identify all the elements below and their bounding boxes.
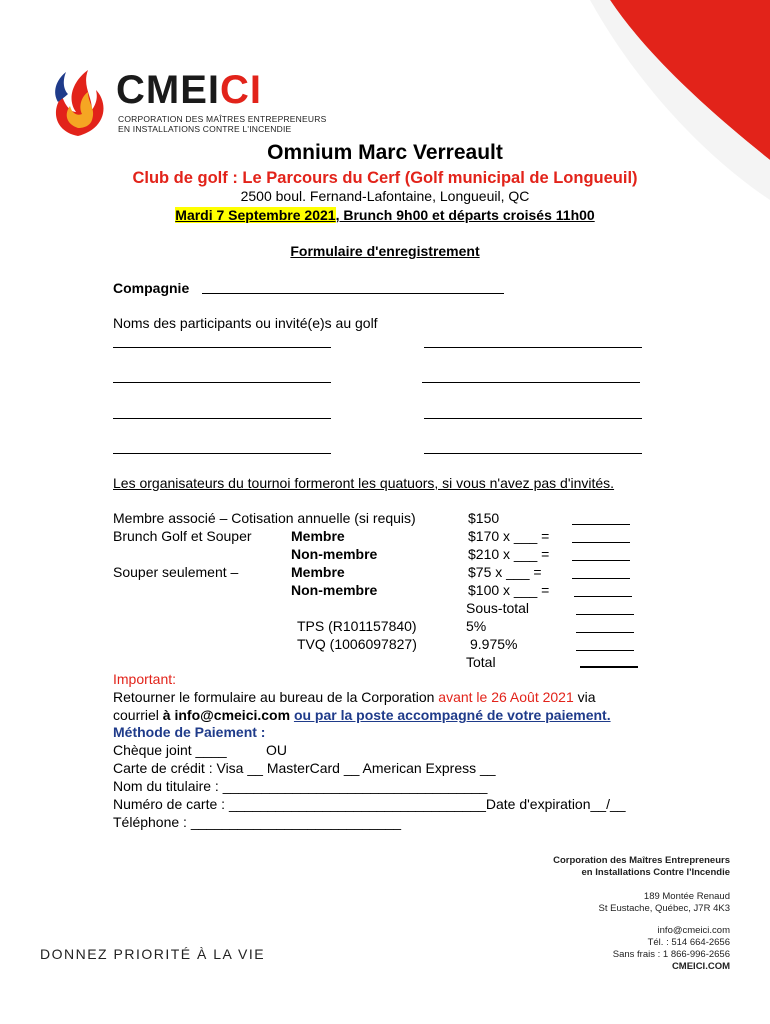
- participant-field-8[interactable]: [424, 453, 642, 454]
- mail-option: ou par la poste accompagné de votre paiement.: [293, 707, 611, 723]
- tvq-label: TVQ (1006097827): [297, 636, 417, 652]
- pricing-brunch-nonmember-price: $210 x ___ =: [468, 546, 550, 562]
- pricing-brunch-member: Membre: [291, 528, 345, 544]
- pricing-membership-label: Membre associé – Cotisation annuelle (si requis): [113, 510, 416, 526]
- tps-field[interactable]: [576, 632, 634, 633]
- pricing-dinner-member: Membre: [291, 564, 345, 580]
- event-venue: Club de golf : Le Parcours du Cerf (Golf municipal de Longueuil): [132, 169, 638, 187]
- logo-subtitle-line1: CORPORATION DES MAÎTRES ENTREPRENEURS: [118, 114, 327, 124]
- total-label: Total: [466, 654, 496, 670]
- participant-field-5[interactable]: [113, 418, 331, 419]
- dinner-member-amount-field[interactable]: [572, 578, 630, 579]
- membership-amount-field[interactable]: [572, 524, 630, 525]
- footer-address-line2: St Eustache, Québec, J7R 4K3: [598, 903, 730, 914]
- return-text-c: via: [573, 689, 596, 705]
- deadline: avant le 26 Août 2021: [438, 689, 574, 705]
- cheque-option[interactable]: Chèque joint ____: [113, 742, 227, 758]
- return-text-a: Retourner le formulaire au bureau de la Corporation: [113, 689, 439, 705]
- pricing-dinner-member-price: $75 x ___ =: [468, 564, 542, 580]
- footer-email: info@cmeici.com: [657, 925, 730, 936]
- page-title: Omnium Marc Verreault: [267, 141, 503, 164]
- dinner-nonmember-amount-field[interactable]: [574, 596, 632, 597]
- logo-subtitle-line2: EN INSTALLATIONS CONTRE L'INCENDIE: [118, 124, 292, 134]
- participant-field-4[interactable]: [422, 382, 640, 383]
- participant-field-6[interactable]: [424, 418, 642, 419]
- tagline: DONNEZ PRIORITÉ À LA VIE: [40, 946, 266, 962]
- pricing-dinner-nonmember: Non-membre: [291, 582, 378, 598]
- subtotal-label: Sous-total: [466, 600, 530, 616]
- footer-address-line1: 189 Montée Renaud: [643, 891, 730, 902]
- footer-org-line2: en Installations Contre l'Incendie: [581, 867, 730, 878]
- courriel-text: courriel: [113, 707, 163, 723]
- footer-phone: Tél. : 514 664-2656: [647, 937, 730, 948]
- payment-heading: Méthode de Paiement :: [113, 724, 266, 740]
- pricing-brunch-member-price: $170 x ___ =: [468, 528, 550, 544]
- pricing-membership-price: $150: [468, 510, 500, 526]
- event-address: 2500 boul. Fernand-Lafontaine, Longueuil, QC: [240, 188, 530, 204]
- participant-field-7[interactable]: [113, 453, 331, 454]
- participant-field-3[interactable]: [113, 382, 331, 383]
- participant-field-1[interactable]: [113, 347, 331, 348]
- return-email-line: [113, 707, 611, 723]
- cardholder-field[interactable]: Nom du titulaire : __________________________________: [113, 778, 488, 794]
- tvq-field[interactable]: [576, 650, 634, 651]
- footer-website: CMEICI.COM: [671, 961, 730, 972]
- pricing-brunch-nonmember: Non-membre: [291, 546, 378, 562]
- company-label: Compagnie: [113, 280, 190, 296]
- logo-subtitle: [118, 114, 326, 134]
- event-date: [0, 207, 770, 223]
- total-field[interactable]: [580, 666, 638, 668]
- pricing-dinner-label: Souper seulement –: [113, 564, 239, 580]
- footer-org-line1: Corporation des Maîtres Entrepreneurs: [553, 855, 730, 866]
- quatuor-note: Les organisateurs du tournoi formeront les quatuors, si vous n'avez pas d'invités.: [113, 475, 615, 491]
- event-date-highlight: Mardi 7 Septembre 2021: [175, 207, 336, 223]
- footer-contact: [540, 855, 730, 973]
- logo-wordmark: CMEICI: [116, 68, 262, 112]
- or-label: OU: [266, 742, 287, 758]
- email-link[interactable]: à info@cmeici.com: [162, 707, 291, 723]
- form-title: Formulaire d'enregistrement: [290, 243, 480, 259]
- card-number-field[interactable]: Numéro de carte : _________________________________Date d'expiration__/__: [113, 796, 626, 812]
- cmeici-logo: [48, 62, 328, 142]
- footer-tollfree: Sans frais : 1 866-996-2656: [612, 949, 730, 960]
- brunch-member-amount-field[interactable]: [572, 542, 630, 543]
- credit-card-options[interactable]: Carte de crédit : Visa __ MasterCard __ American Express __: [113, 760, 496, 776]
- return-instructions: [113, 689, 596, 705]
- phone-field[interactable]: Téléphone : ___________________________: [113, 814, 402, 830]
- participant-field-2[interactable]: [424, 347, 642, 348]
- event-schedule: , Brunch 9h00 et départs croisés 11h00: [335, 207, 595, 223]
- company-field[interactable]: [202, 293, 504, 294]
- pricing-dinner-nonmember-price: $100 x ___ =: [468, 582, 550, 598]
- pricing-brunch-label: Brunch Golf et Souper: [113, 528, 252, 544]
- flame-icon: [48, 62, 112, 138]
- tps-label: TPS (R101157840): [297, 618, 417, 634]
- tvq-rate: 9.975%: [470, 636, 518, 652]
- subtotal-field[interactable]: [576, 614, 634, 615]
- participants-label: Noms des participants ou invité(e)s au golf: [113, 315, 378, 331]
- important-heading: Important:: [113, 671, 177, 687]
- brunch-nonmember-amount-field[interactable]: [572, 560, 630, 561]
- tps-rate: 5%: [466, 618, 487, 634]
